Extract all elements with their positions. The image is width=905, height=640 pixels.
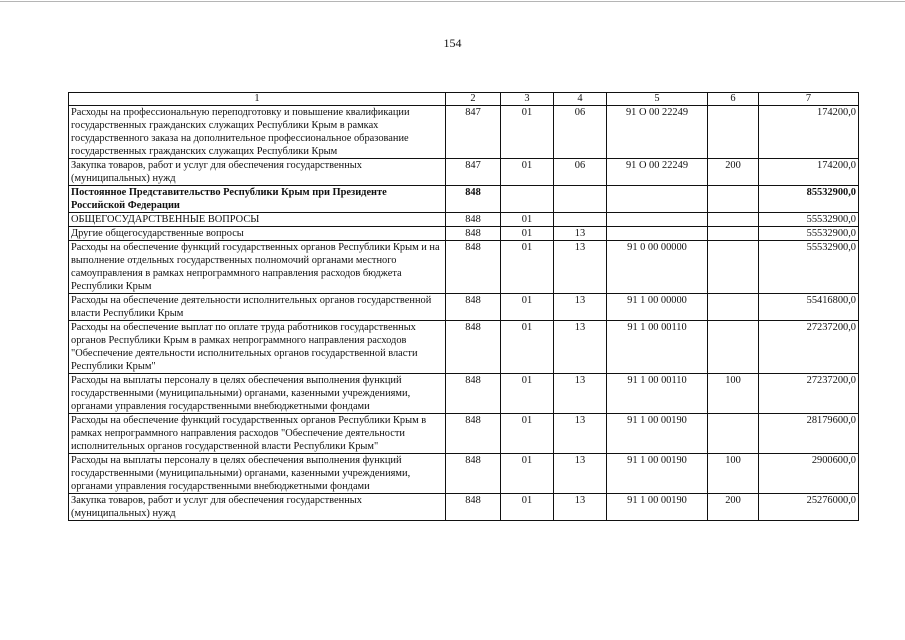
row-code-6 bbox=[708, 294, 759, 321]
row-code-3 bbox=[501, 186, 554, 213]
row-code-3: 01 bbox=[501, 374, 554, 414]
row-code-5 bbox=[607, 227, 708, 241]
row-code-3: 01 bbox=[501, 106, 554, 159]
row-code-3: 01 bbox=[501, 321, 554, 374]
row-description: Расходы на обеспечение выплат по оплате труда работников государственных органов Республики Крым в рамках непрограммного направления расходов "Обеспечение деятельности исполнительных органов государственной власти Республики Крым" bbox=[69, 321, 446, 374]
row-description: Постоянное Представительство Республики Крым при Президенте Российской Федерации bbox=[69, 186, 446, 213]
table-row bbox=[69, 294, 859, 321]
row-code-6 bbox=[708, 213, 759, 227]
row-code-4: 06 bbox=[554, 159, 607, 186]
row-code-2: 847 bbox=[446, 159, 501, 186]
row-code-5: 91 1 00 00190 bbox=[607, 454, 708, 494]
row-code-3: 01 bbox=[501, 294, 554, 321]
row-code-5: 91 О 00 22249 bbox=[607, 106, 708, 159]
table-row bbox=[69, 454, 859, 494]
table-row bbox=[69, 159, 859, 186]
table-row bbox=[69, 494, 859, 521]
row-code-6 bbox=[708, 106, 759, 159]
row-code-2: 848 bbox=[446, 186, 501, 213]
row-code-2: 847 bbox=[446, 106, 501, 159]
row-amount: 55532900,0 bbox=[759, 213, 859, 227]
row-code-3: 01 bbox=[501, 494, 554, 521]
row-code-5: 91 О 00 22249 bbox=[607, 159, 708, 186]
row-code-5: 91 1 00 00190 bbox=[607, 414, 708, 454]
row-code-6: 100 bbox=[708, 454, 759, 494]
header-col-4: 4 bbox=[554, 93, 607, 106]
row-code-4: 13 bbox=[554, 374, 607, 414]
table-row bbox=[69, 414, 859, 454]
row-code-4: 13 bbox=[554, 414, 607, 454]
header-col-7: 7 bbox=[759, 93, 859, 106]
row-code-3: 01 bbox=[501, 454, 554, 494]
row-code-6 bbox=[708, 321, 759, 374]
table-row bbox=[69, 321, 859, 374]
table-row bbox=[69, 186, 859, 213]
budget-table bbox=[68, 92, 859, 521]
row-amount: 28179600,0 bbox=[759, 414, 859, 454]
row-code-2: 848 bbox=[446, 213, 501, 227]
row-code-2: 848 bbox=[446, 374, 501, 414]
row-code-5: 91 1 00 00110 bbox=[607, 321, 708, 374]
row-amount: 55532900,0 bbox=[759, 227, 859, 241]
row-code-2: 848 bbox=[446, 241, 501, 294]
row-code-3: 01 bbox=[501, 227, 554, 241]
row-amount: 174200,0 bbox=[759, 106, 859, 159]
row-code-4 bbox=[554, 186, 607, 213]
row-description: Закупка товаров, работ и услуг для обеспечения государственных (муниципальных) нужд bbox=[69, 159, 446, 186]
row-code-4: 13 bbox=[554, 294, 607, 321]
row-code-2: 848 bbox=[446, 294, 501, 321]
header-col-2: 2 bbox=[446, 93, 501, 106]
row-code-3: 01 bbox=[501, 414, 554, 454]
row-code-5 bbox=[607, 213, 708, 227]
row-code-6 bbox=[708, 241, 759, 294]
row-code-6 bbox=[708, 186, 759, 213]
row-code-2: 848 bbox=[446, 227, 501, 241]
table-row bbox=[69, 374, 859, 414]
row-code-4: 13 bbox=[554, 321, 607, 374]
row-amount: 27237200,0 bbox=[759, 321, 859, 374]
table-row bbox=[69, 106, 859, 159]
row-code-2: 848 bbox=[446, 454, 501, 494]
row-amount: 174200,0 bbox=[759, 159, 859, 186]
row-code-4 bbox=[554, 213, 607, 227]
row-code-2: 848 bbox=[446, 414, 501, 454]
row-description: Расходы на профессиональную переподготовку и повышение квалификации государственных гражданских служащих Республики Крым в рамках государственного заказа на дополнительное профессиональное образование государственных гражданских служащих Республики Крым bbox=[69, 106, 446, 159]
top-rule bbox=[0, 1, 905, 2]
row-description: Расходы на обеспечение функций государственных органов Республики Крым и на выполнение отдельных государственных полномочий органами местного самоуправления в рамках непрограммного направления расходов бюджета Республики Крым bbox=[69, 241, 446, 294]
row-description: Расходы на обеспечение функций государственных органов Республики Крым в рамках непрограммного направления расходов "Обеспечение деятельности исполнительных органов государственной власти Республики Крым" bbox=[69, 414, 446, 454]
row-code-4: 13 bbox=[554, 494, 607, 521]
row-code-5: 91 1 00 00000 bbox=[607, 294, 708, 321]
table-row bbox=[69, 213, 859, 227]
row-code-3: 01 bbox=[501, 213, 554, 227]
header-row bbox=[69, 93, 859, 106]
row-description: Другие общегосударственные вопросы bbox=[69, 227, 446, 241]
row-code-5: 91 1 00 00190 bbox=[607, 494, 708, 521]
row-amount: 85532900,0 bbox=[759, 186, 859, 213]
row-code-4: 13 bbox=[554, 454, 607, 494]
row-code-3: 01 bbox=[501, 241, 554, 294]
header-col-5: 5 bbox=[607, 93, 708, 106]
row-code-6: 100 bbox=[708, 374, 759, 414]
row-code-4: 13 bbox=[554, 241, 607, 294]
row-code-6: 200 bbox=[708, 159, 759, 186]
row-code-4: 13 bbox=[554, 227, 607, 241]
row-code-6: 200 bbox=[708, 494, 759, 521]
row-amount: 2900600,0 bbox=[759, 454, 859, 494]
header-col-1: 1 bbox=[69, 93, 446, 106]
row-code-5: 91 0 00 00000 bbox=[607, 241, 708, 294]
row-description: ОБЩЕГОСУДАРСТВЕННЫЕ ВОПРОСЫ bbox=[69, 213, 446, 227]
row-code-5 bbox=[607, 186, 708, 213]
table-row bbox=[69, 241, 859, 294]
row-amount: 27237200,0 bbox=[759, 374, 859, 414]
row-code-2: 848 bbox=[446, 321, 501, 374]
row-code-4: 06 bbox=[554, 106, 607, 159]
header-col-3: 3 bbox=[501, 93, 554, 106]
table-row bbox=[69, 227, 859, 241]
page-number: 154 bbox=[443, 36, 462, 50]
row-description: Расходы на выплаты персоналу в целях обеспечения выполнения функций государственными (муниципальными) органами, казенными учреждениями, органами управления государственными внебюджетными фондами bbox=[69, 454, 446, 494]
row-description: Расходы на выплаты персоналу в целях обеспечения выполнения функций государственными (муниципальными) органами, казенными учреждениями, органами управления государственными внебюджетными фондами bbox=[69, 374, 446, 414]
row-amount: 25276000,0 bbox=[759, 494, 859, 521]
row-description: Расходы на обеспечение деятельности исполнительных органов государственной власти Республики Крым bbox=[69, 294, 446, 321]
row-code-6 bbox=[708, 414, 759, 454]
row-amount: 55532900,0 bbox=[759, 241, 859, 294]
header-col-6: 6 bbox=[708, 93, 759, 106]
row-code-2: 848 bbox=[446, 494, 501, 521]
row-code-6 bbox=[708, 227, 759, 241]
row-amount: 55416800,0 bbox=[759, 294, 859, 321]
row-code-3: 01 bbox=[501, 159, 554, 186]
row-description: Закупка товаров, работ и услуг для обеспечения государственных (муниципальных) нужд bbox=[69, 494, 446, 521]
row-code-5: 91 1 00 00110 bbox=[607, 374, 708, 414]
